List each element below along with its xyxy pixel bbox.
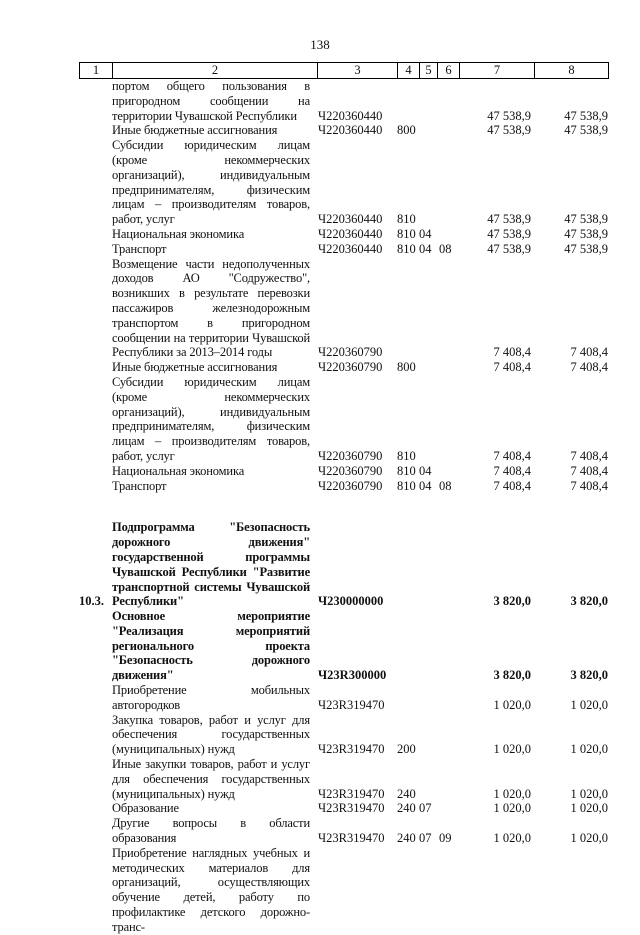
table-row [79,801,609,816]
table-row [79,138,609,227]
row-amount-2: 1 020,0 [570,786,608,801]
row-section: 04 [419,463,432,478]
row-target-article: Ч220360790 [318,360,383,375]
row-amount-2: 47 538,9 [564,241,608,256]
table-row [79,816,609,846]
row-name: Закупка товаров, работ и услуг для обеспечения государственных (муниципальных) нужд [112,712,310,757]
row-number: 10.3. [79,594,104,609]
row-expense-type: 810 [397,226,416,241]
table-row [79,79,609,123]
row-section: 07 [419,831,432,846]
row-expense-type: 200 [397,742,416,757]
row-target-article: Ч220360790 [318,463,383,478]
row-name: Приобретение наглядных учебных и методических материалов для организаций, осуществляющих обучение детей, работу по профилактике детского дорожно-транс- [112,845,310,934]
row-section: 07 [419,801,432,816]
row-subsection: 08 [439,478,452,493]
row-name: Национальная экономика [112,463,245,478]
table-row [79,464,609,479]
row-name: Иные бюджетные ассигнования [112,123,278,138]
row-amount-1: 1 020,0 [493,697,531,712]
table-row [79,360,609,375]
row-amount-1: 1 020,0 [493,831,531,846]
row-amount-2: 1 020,0 [570,697,608,712]
row-section: 04 [419,226,432,241]
row-expense-type: 810 [397,463,416,478]
row-name: Субсидии юридическим лицам (кроме некоммерческих организаций), индивидуальным предпринимателям, физическим лицам – производителям товаров, работ, услуг [112,374,310,463]
row-amount-2: 3 820,0 [570,594,608,609]
header-col-1: 1 [80,63,113,78]
row-amount-2: 1 020,0 [570,801,608,816]
row-amount-2: 7 408,4 [570,463,608,478]
row-target-article: Ч23R319470 [318,831,385,846]
row-target-article: Ч220360440 [318,241,383,256]
table-row [79,713,609,757]
row-expense-type: 240 [397,831,416,846]
row-expense-type: 240 [397,786,416,801]
row-name: Иные бюджетные ассигнования [112,360,278,375]
row-amount-2: 7 408,4 [570,345,608,360]
row-name: Возмещение части недополученных доходов АО "Содружество", возникших в результате перевозки пассажиров железнодорожным транспортом в пригородном сообщении на территории Чувашской Республики за 2013–2014 годы [112,256,310,360]
row-section: 04 [419,241,432,256]
table-body [79,79,609,935]
row-target-article: Ч220360440 [318,226,383,241]
row-amount-2: 47 538,9 [564,123,608,138]
row-target-article: Ч23R300000 [318,668,387,683]
row-amount-1: 1 020,0 [493,742,531,757]
table-row [79,375,609,464]
header-col-2: 2 [113,63,318,78]
page-number: 138 [310,37,330,52]
table-row [79,479,609,494]
row-name: портом общего пользования в пригородном сообщении на территории Чувашской Республики [112,79,310,123]
row-name: Субсидии юридическим лицам (кроме некоммерческих организаций), индивидуальным предпринимателям, физическим лицам – производителям товаров, работ, услуг [112,138,310,227]
table-row [79,242,609,257]
row-amount-1: 47 538,9 [487,226,531,241]
row-target-article: Ч23R319470 [318,742,385,757]
budget-table [79,62,609,935]
row-amount-1: 3 820,0 [493,668,531,683]
row-expense-type: 810 [397,241,416,256]
row-name: Подпрограмма "Безопасность дорожного движения" государственной программы Чувашской Республики "Развитие транспортной системы Чувашской Республики" [112,520,310,609]
table-row [79,683,609,713]
row-name: Транспорт [112,241,167,256]
row-target-article: Ч220360440 [318,212,383,227]
table-row [79,846,609,935]
row-amount-1: 47 538,9 [487,212,531,227]
row-subsection: 09 [439,831,452,846]
row-amount-1: 7 408,4 [493,463,531,478]
table-row [79,227,609,242]
row-target-article: Ч220360790 [318,448,383,463]
row-amount-1: 7 408,4 [493,478,531,493]
row-expense-type: 240 [397,801,416,816]
row-target-article: Ч220360790 [318,478,383,493]
table-row [79,123,609,138]
row-amount-1: 7 408,4 [493,448,531,463]
row-amount-1: 7 408,4 [493,360,531,375]
row-target-article: Ч220360790 [318,345,383,360]
row-expense-type: 810 [397,212,416,227]
row-target-article: Ч220360440 [318,123,383,138]
table-row [79,757,609,801]
header-col-5: 5 [420,63,438,78]
row-target-article: Ч23R319470 [318,801,385,816]
table-header [79,62,609,79]
header-col-3: 3 [318,63,398,78]
row-amount-2: 47 538,9 [564,226,608,241]
row-expense-type: 810 [397,448,416,463]
row-target-article: Ч230000000 [318,594,384,609]
row-amount-1: 47 538,9 [487,123,531,138]
header-col-7: 7 [460,63,535,78]
row-amount-2: 3 820,0 [570,668,608,683]
row-amount-2: 47 538,9 [564,108,608,123]
row-name: Приобретение мобильных автогородков [112,683,310,712]
row-subsection: 08 [439,241,452,256]
row-amount-2: 47 538,9 [564,212,608,227]
row-amount-1: 47 538,9 [487,241,531,256]
row-name: Основное мероприятие "Реализация мероприятий регионального проекта "Безопасность дорожного движения" [112,609,310,683]
row-name: Образование [112,801,179,816]
row-name: Другие вопросы в области образования [112,816,310,846]
row-name: Национальная экономика [112,226,245,241]
row-amount-2: 1 020,0 [570,831,608,846]
row-section: 04 [419,478,432,493]
row-amount-1: 3 820,0 [493,594,531,609]
header-col-4: 4 [398,63,420,78]
table-row [79,520,609,609]
table-row [79,257,609,361]
table-row [79,609,609,683]
row-amount-1: 47 538,9 [487,108,531,123]
row-amount-1: 7 408,4 [493,345,531,360]
row-expense-type: 800 [397,360,416,375]
row-target-article: Ч220360440 [318,108,383,123]
header-col-8: 8 [535,63,609,78]
row-target-article: Ч23R319470 [318,697,385,712]
row-amount-2: 7 408,4 [570,448,608,463]
row-amount-1: 1 020,0 [493,801,531,816]
row-name: Транспорт [112,478,167,493]
row-expense-type: 810 [397,478,416,493]
row-amount-2: 7 408,4 [570,478,608,493]
row-amount-1: 1 020,0 [493,786,531,801]
row-target-article: Ч23R319470 [318,786,385,801]
row-expense-type: 800 [397,123,416,138]
row-amount-2: 1 020,0 [570,742,608,757]
header-col-6: 6 [438,63,460,78]
row-name: Иные закупки товаров, работ и услуг для обеспечения государственных (муниципальных) нужд [112,757,310,801]
row-amount-2: 7 408,4 [570,360,608,375]
